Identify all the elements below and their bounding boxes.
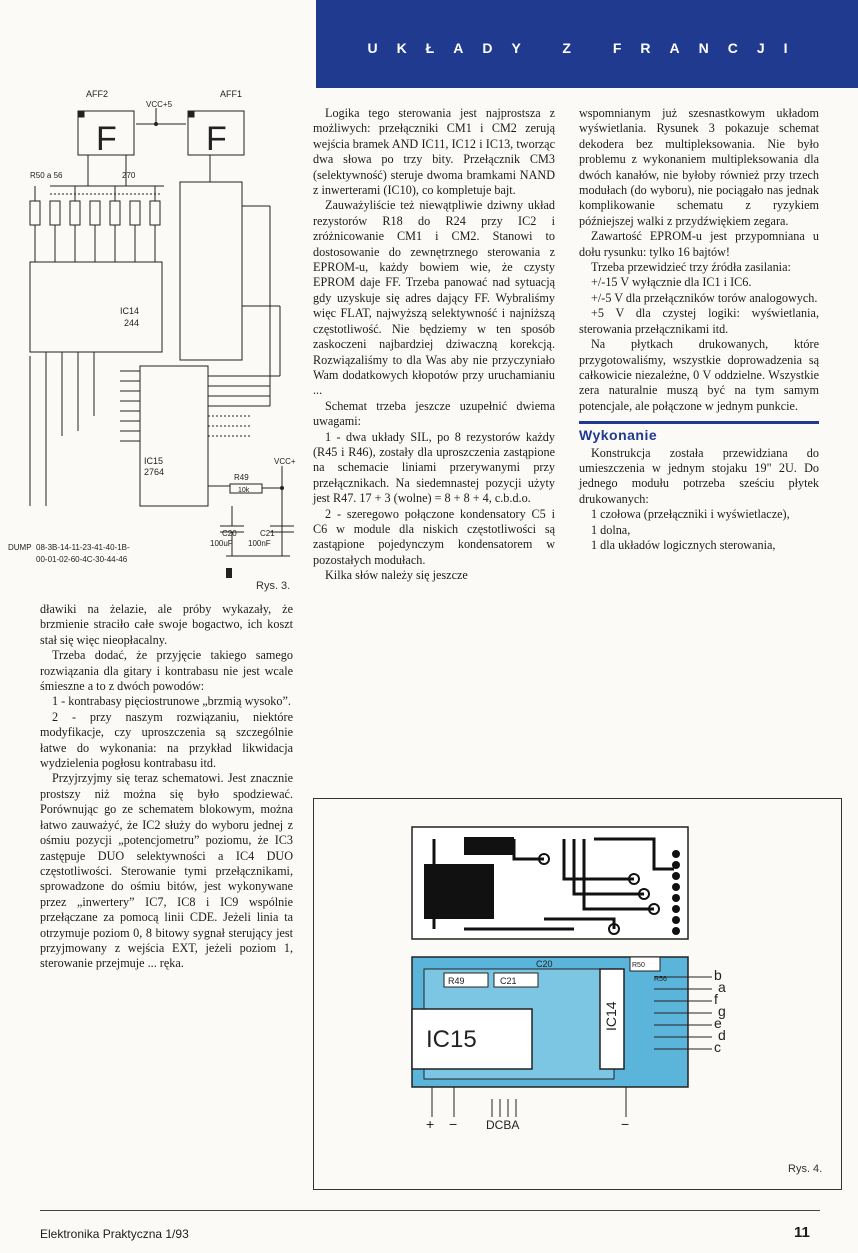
pcb-label-r50: R50 [632,962,645,969]
pcb-dcba: DCBA [486,1118,520,1132]
dump-line-2: 00-01-02-60-4C-30-44-46 [36,555,128,564]
label-c20: C20 [222,529,237,538]
col2-paragraph-4: 1 - dwa układy SIL, po 8 rezystorów każdy (R45 i R46), zostały dla uproszczenia zastąpione na schemacie liniami przerywanymi przy przełącznikach. Na siedemnastej pozycji użyty jest R47. 17 + 3 (wolne) = 8 + 8 + 4, c.b.d.o. [313,429,555,506]
banner-title: UKŁADY Z FRANCJI [367,40,807,56]
col3-paragraph-7: Na płytkach drukowanych, które przygotowaliśmy, wszystkie doprowadzenia są całkowicie niezależne, 0 V oddzielne. Wszystkie zera naturalnie muszą być na tym samym potencjale, ale połączone w jednym punkcie. [579,337,819,413]
footer-divider [40,1210,820,1211]
col2-paragraph-3: Schemat trzeba jeszcze uzupełnić dwiema uwagami: [313,398,555,429]
journal-footer: Elektronika Praktyczna 1/93 [40,1227,189,1241]
display-digit-left: F [96,120,117,158]
col3-paragraph-6: +5 V dla czystej logiki: wyświetlania, sterowania przełącznikami itd. [579,306,819,336]
figure-4-pcb [314,799,841,1189]
col2-paragraph-5: 2 - szeregowo połączone kondensatory C5 i C6 w module dla niskich częstotliwości są zastąpione pojedynczym kondensatorem w pozostałych modułach. [313,506,555,567]
col3-paragraph-10: 1 dolna, [591,522,631,537]
col2-paragraph-6: Kilka słów należy się jeszcze [325,568,468,583]
section-divider [579,421,819,424]
label-dump: DUMP [8,543,32,552]
label-aff2: AFF2 [86,89,109,99]
col2-paragraph-2: Zauważyliście też niewątpliwie dziwny układ rezystorów R18 do R24 przy IC2 i zróżnicowanie CM1 i CM2. Stanowi to dostosowanie do zewnętrznego sterowania z EPROM-u, każdy bowiem wie, że czysty EPROM daje FF. Trzeba panować nad sytuacją gdy uzyskuje się adres dający FF. Wybraliśmy więc FLAT, najwyższą selektywność i najniższą częstotliwość. Nie będziemy w ten sposób zaskoczeni najbardziej dziwaczną korekcją. Rozwiązaliśmy to dla Was aby nie przyczyniało Wam dodatkowych kłopotów przy uruchamianiu ... [313,198,555,398]
pcb-seg-c: c [714,1039,721,1055]
col1-paragraph-1: dławiki na żelazie, ale próby wykazały, że brzmienie straciło całe swoje bogactwo, ich koszt stał się więc nieopłacalny. [40,602,293,647]
label-r49-value: 10k [238,487,250,494]
column-3 [579,106,819,553]
label-ic15-type: 2764 [144,467,165,477]
pcb-seg-e: e [714,1015,722,1031]
pcb-seg-f: f [714,991,718,1007]
pcb-minus-2: − [621,1116,630,1132]
pcb-plus: + [426,1116,435,1132]
pcb-seg-a: a [718,979,726,995]
page-number: 11 [794,1224,810,1241]
pcb-label-r56: R56 [654,976,667,983]
pcb-seg-g: g [718,1003,726,1019]
label-ic15: IC15 [144,456,164,466]
col2-paragraph-1: Logika tego sterowania jest najprostsza z możliwych: przełączniki CM1 i CM2 zerują wejścia bramek AND IC11, IC12 i IC13, tworząc dwa słowa po trzy bity. Przełącznik CM3 (selektywność) steruje dwoma bramkami NAND z inwerterami (IC10), co kompletuje bajt. [313,106,555,198]
label-c21: C21 [260,529,275,538]
col1-paragraph-3: 1 - kontrabasy pięciostrunowe „brzmią wysoko”. [52,694,291,709]
label-ic14: IC14 [120,306,140,316]
column-1 [40,602,293,972]
col1-paragraph-5: Przyjrzyjmy się teraz schematowi. Jest znacznie prostszy niż można się było spodziewać. Porównując go ze schematem blokowym, można łatwo zauważyć, że IC2 służy do wyboru jednej z ośmiu pozycji „potencjometru” poziomu, że IC3 zastępuje DUO selektywności a IC4 DUO częstotliwości. Sterowanie tymi przełącznikami, sprowadzone do ośmiu bitów, jest wykonywane przez „inwertery” IC7, IC8 i IC9 wspólnie przełączane za pomocą linii CDE. Jeżeli linia ta otrzymuje poziom 0, 8 bitowy sygnał sterujący jest przyjmowany z wejścia EXT, jeżeli poziom 1, sterowanie przejmuje ... ręka. [40,771,293,971]
col3-paragraph-8: Konstrukcja została przewidziana do umieszczenia w jednym stojaku 19" 2U. Do jednego modułu potrzeba sześciu płytek drukowanych: [579,445,819,506]
col3-paragraph-1: wspomnianym już szesnastkowym układom wyświetlania. Rysunek 3 pokazuje schemat dekodera bez multipleksowania. Nie było problemu z wykonaniem multipleksowania dla dwóch kanałów, nie byłoby również przy trzech modułach (do wyboru), nie pociągało nas jednak komplikowanie schematu z ryzykiem późniejszej walki z przydźwiękiem zegara. [579,106,819,228]
dump-line-1: 08-3B-14-11-23-41-40-1B- [36,543,130,552]
pcb-label-ic15: IC15 [426,1026,477,1053]
section-title: Wykonanie [579,427,658,444]
col1-paragraph-4: 2 - przy naszym rozwiązaniu, niektóre modyfikacje, czy uproszczenia są szczególnie łatwe do wykonania: na przykład likwidacja wydzielenia pogłosu kontrabasu itd. [40,709,293,771]
pcb-seg-d: d [718,1027,726,1043]
label-aff1: AFF1 [220,89,243,99]
figure-4-caption: Rys. 4. [788,1163,823,1175]
label-r50-56: R50 a 56 [30,171,63,180]
pcb-label-c20: C20 [536,959,553,969]
pcb-label-ic14: IC14 [603,1001,619,1031]
figure-3-caption: Rys. 3. [256,580,291,592]
col1-paragraph-2: Trzeba dodać, że przyjęcie takiego samego rozwiązania dla gitary i kontrabasu nie jest wcale śmieszne a to z dwóch powodów: [40,648,293,694]
label-c21-value: 100nF [248,539,271,548]
display-digit-right: F [206,120,227,158]
label-vcc: VCC+5 [146,100,173,109]
column-2 [313,106,555,584]
col3-paragraph-9: 1 czołowa (przełączniki i wyświetlacze), [591,507,790,522]
col3-paragraph-5: +/-5 V dla przełączników torów analogowych. [591,290,818,305]
pcb-seg-b: b [714,967,722,983]
col3-paragraph-11: 1 dla układów logicznych sterowania, [591,537,776,552]
col3-paragraph-4: +/-15 V wyłącznie dla IC1 i IC6. [591,275,752,290]
pcb-label-c21: C21 [500,976,517,986]
pcb-minus: − [449,1116,458,1132]
pcb-label-r49: R49 [448,976,465,986]
figure-3-schematic [8,86,302,586]
col3-paragraph-3: Trzeba przewidzieć trzy źródła zasilania: [591,260,791,275]
section-banner [316,0,858,88]
figure-4-box [313,798,842,1190]
label-ic14-type: 244 [124,318,140,328]
label-r49: R49 [234,473,249,482]
col3-paragraph-2: Zawartość EPROM-u jest przypomniana u dołu rysunku: tylko 16 bajtów! [579,229,819,259]
label-c20-value: 100uF [210,539,233,548]
label-vcc-plus: VCC+ [274,457,296,466]
label-270: 270 [122,171,136,180]
